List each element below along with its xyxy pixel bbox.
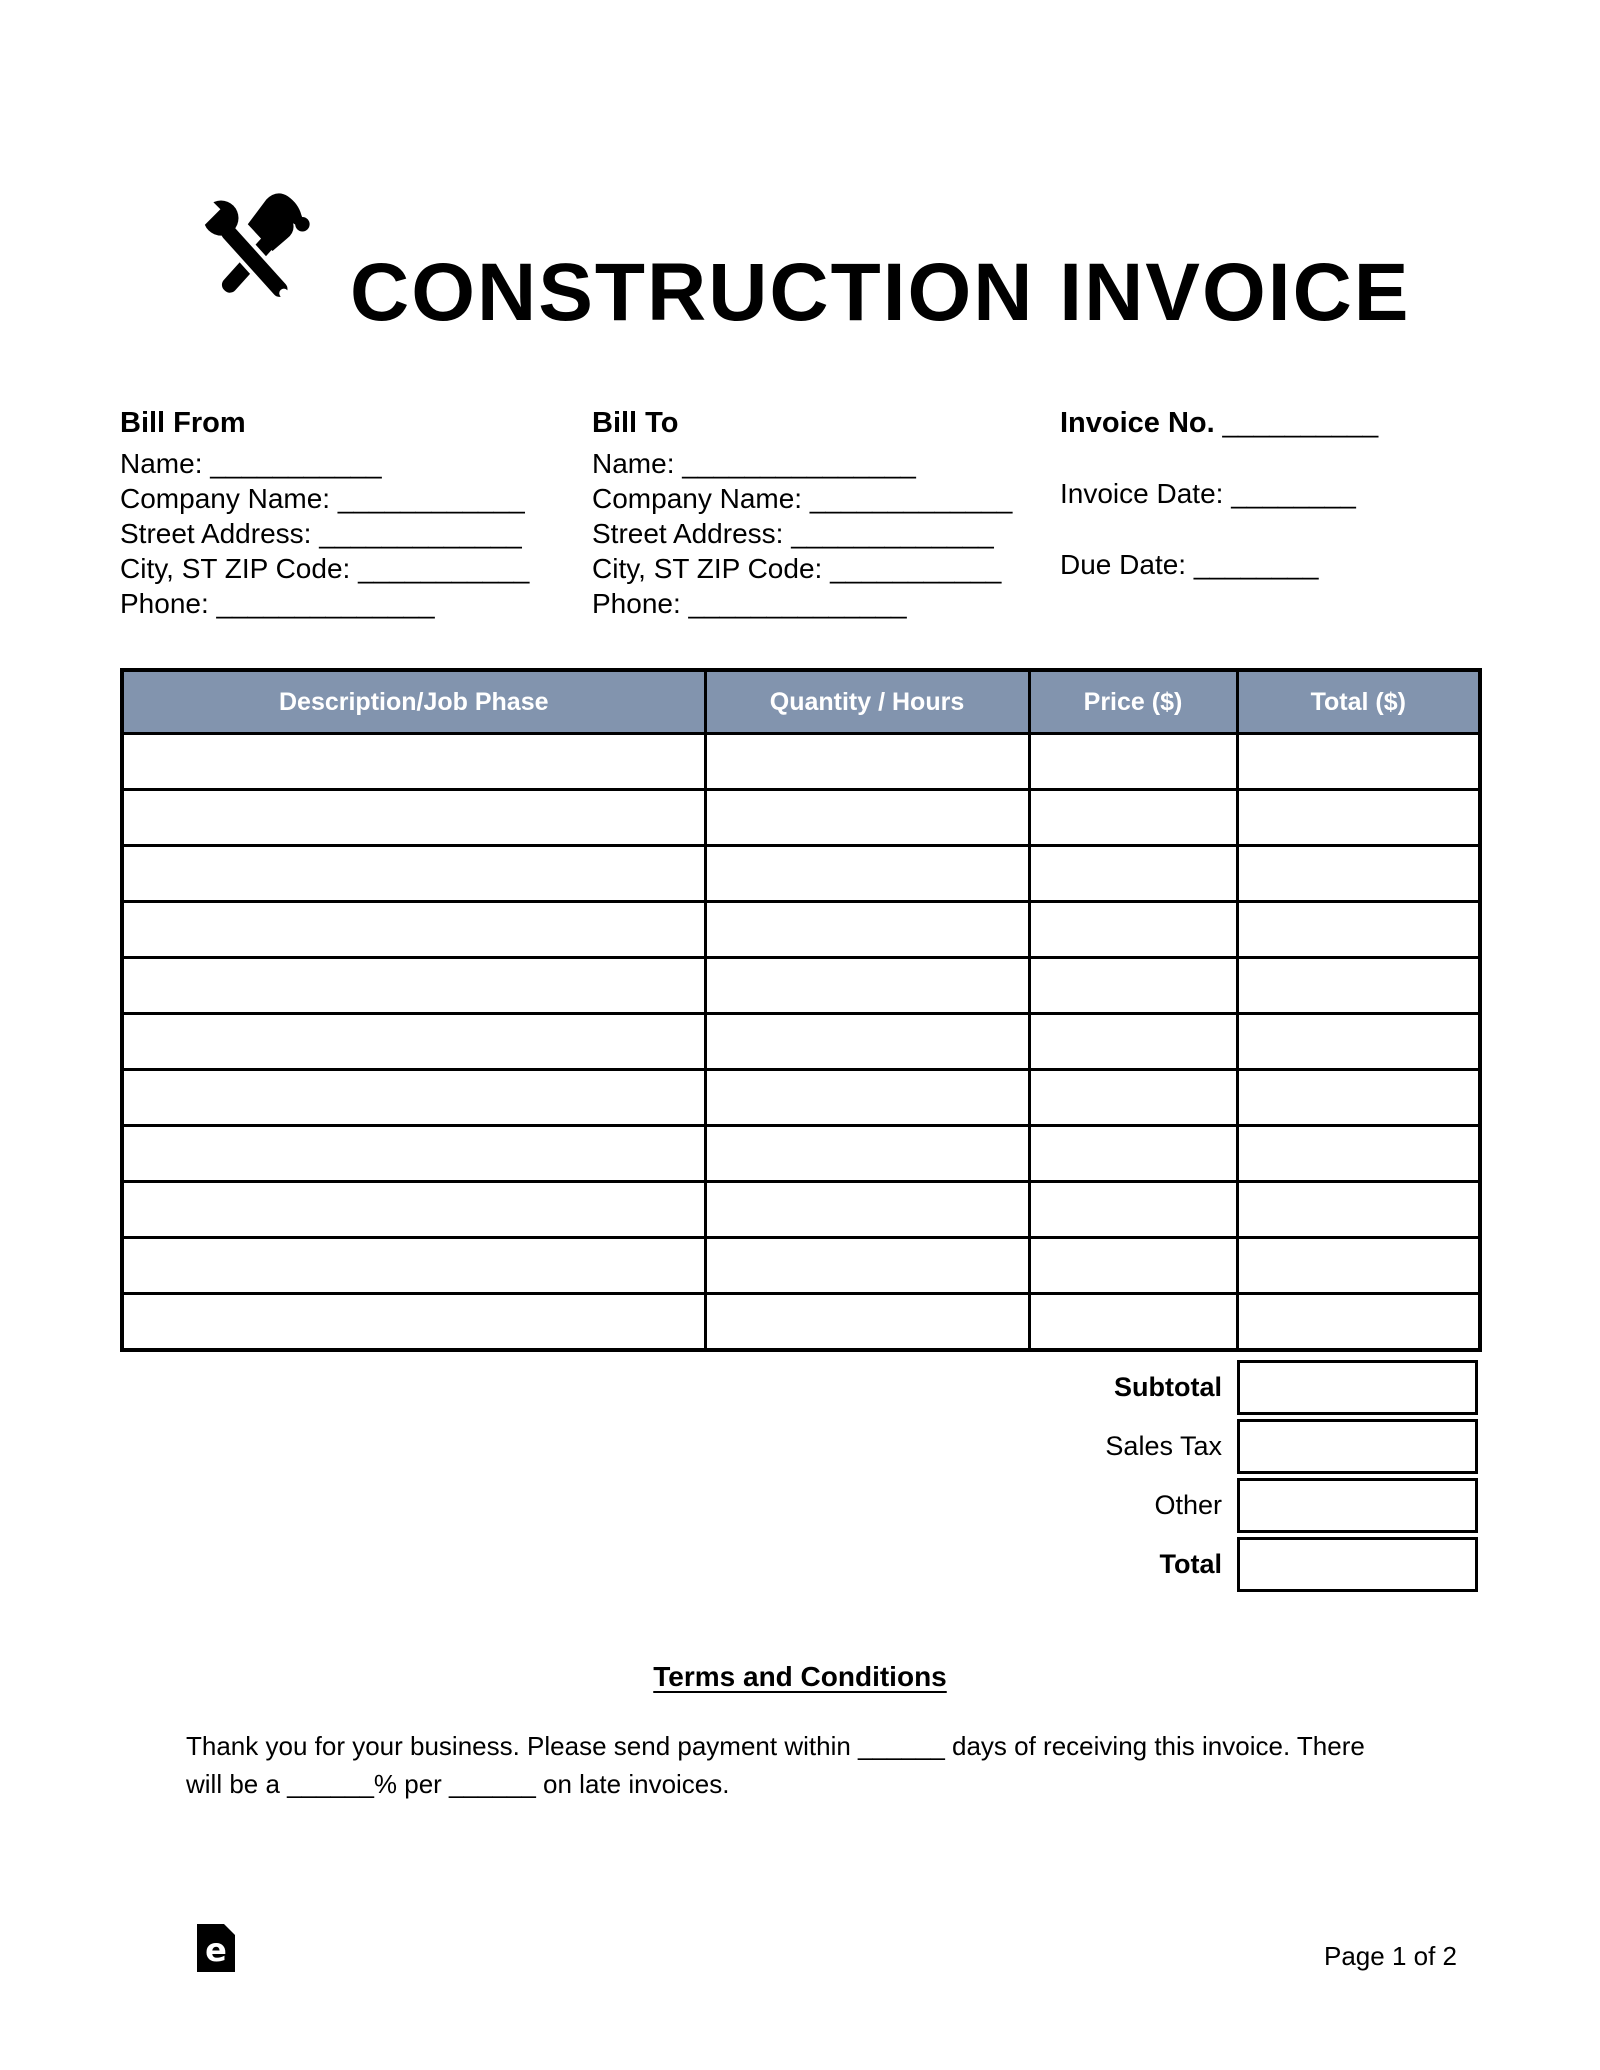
terms-line: will be a ______% per ______ on late invoices. bbox=[186, 1769, 730, 1799]
col-header-price: Price ($) bbox=[1029, 670, 1237, 734]
cell-quantity bbox=[705, 790, 1029, 846]
summary-label: Sales Tax bbox=[1105, 1431, 1222, 1461]
form-field-line: City, ST ZIP Code: ___________ bbox=[592, 553, 1002, 584]
cell-description bbox=[122, 1238, 705, 1294]
eforms-logo-letter: e bbox=[205, 1931, 227, 1969]
page-number: Page 1 of 2 bbox=[1324, 1941, 1457, 1971]
cell-quantity bbox=[705, 734, 1029, 790]
summary-value-box bbox=[1237, 1419, 1478, 1474]
cell-total bbox=[1237, 1014, 1480, 1070]
invoice-meta-line bbox=[1060, 476, 1378, 512]
line-items-table bbox=[120, 668, 1482, 1352]
cell-total bbox=[1237, 790, 1480, 846]
invoice-meta-blank: ________ bbox=[1186, 549, 1319, 580]
form-field-line: Street Address: _____________ bbox=[120, 518, 522, 549]
table-row bbox=[122, 958, 1480, 1014]
table-header-row bbox=[122, 670, 1480, 734]
invoice-meta-section bbox=[1060, 405, 1378, 583]
cell-total bbox=[1237, 902, 1480, 958]
cell-quantity bbox=[705, 1238, 1029, 1294]
cell-description bbox=[122, 1126, 705, 1182]
cell-price bbox=[1029, 1238, 1237, 1294]
cell-total bbox=[1237, 846, 1480, 902]
form-field-line: Phone: ______________ bbox=[120, 588, 435, 619]
table-row bbox=[122, 790, 1480, 846]
col-header-total: Total ($) bbox=[1237, 670, 1480, 734]
cell-quantity bbox=[705, 1070, 1029, 1126]
cell-total bbox=[1237, 958, 1480, 1014]
cell-total bbox=[1237, 1070, 1480, 1126]
eforms-logo bbox=[197, 1924, 235, 1972]
invoice-meta-label: Invoice Date: bbox=[1060, 478, 1224, 509]
cell-price bbox=[1029, 1014, 1237, 1070]
bill-to-fields bbox=[592, 446, 1012, 621]
cell-price bbox=[1029, 846, 1237, 902]
cell-quantity bbox=[705, 958, 1029, 1014]
cell-price bbox=[1029, 958, 1237, 1014]
cell-description bbox=[122, 1014, 705, 1070]
cell-price bbox=[1029, 1070, 1237, 1126]
table-row bbox=[122, 1126, 1480, 1182]
table-row bbox=[122, 1014, 1480, 1070]
summary-row bbox=[120, 1417, 1478, 1476]
bill-from-section bbox=[120, 405, 529, 621]
table-row bbox=[122, 1182, 1480, 1238]
cell-price bbox=[1029, 1182, 1237, 1238]
form-field-line: Company Name: ____________ bbox=[120, 483, 525, 514]
bill-from-fields bbox=[120, 446, 529, 621]
bill-from-heading: Bill From bbox=[120, 407, 246, 439]
summary-row bbox=[120, 1476, 1478, 1535]
summary-section bbox=[120, 1358, 1478, 1594]
summary-value-box bbox=[1237, 1360, 1478, 1415]
form-field-line: City, ST ZIP Code: ___________ bbox=[120, 553, 530, 584]
cell-quantity bbox=[705, 1126, 1029, 1182]
cell-quantity bbox=[705, 1182, 1029, 1238]
cell-quantity bbox=[705, 1014, 1029, 1070]
cell-total bbox=[1237, 1238, 1480, 1294]
cell-description bbox=[122, 734, 705, 790]
cell-price bbox=[1029, 1126, 1237, 1182]
terms-body bbox=[186, 1727, 1446, 1803]
cell-description bbox=[122, 790, 705, 846]
terms-heading: Terms and Conditions bbox=[653, 1661, 947, 1692]
cell-price bbox=[1029, 790, 1237, 846]
cell-price bbox=[1029, 902, 1237, 958]
cell-price bbox=[1029, 1294, 1237, 1351]
cell-description bbox=[122, 846, 705, 902]
cell-description bbox=[122, 958, 705, 1014]
invoice-meta-line bbox=[1060, 405, 1378, 441]
summary-row bbox=[120, 1535, 1478, 1594]
cell-description bbox=[122, 902, 705, 958]
form-field-line: Street Address: _____________ bbox=[592, 518, 994, 549]
summary-value-box bbox=[1237, 1478, 1478, 1533]
summary-value-box bbox=[1237, 1537, 1478, 1592]
cell-total bbox=[1237, 734, 1480, 790]
invoice-meta-label: Due Date: bbox=[1060, 549, 1187, 580]
invoice-meta-label: Invoice No. bbox=[1060, 407, 1215, 439]
table-row bbox=[122, 1070, 1480, 1126]
summary-label: Subtotal bbox=[1114, 1372, 1222, 1402]
cell-price bbox=[1029, 734, 1237, 790]
form-field-line: Name: _______________ bbox=[592, 448, 916, 479]
cell-quantity bbox=[705, 846, 1029, 902]
bill-to-section bbox=[592, 405, 1012, 621]
form-field-line: Company Name: _____________ bbox=[592, 483, 1013, 514]
cell-total bbox=[1237, 1294, 1480, 1351]
cell-quantity bbox=[705, 902, 1029, 958]
invoice-meta-line bbox=[1060, 547, 1378, 583]
table-row bbox=[122, 902, 1480, 958]
terms-line: Thank you for your business. Please send payment within ______ days of receiving this invoice. There bbox=[186, 1731, 1365, 1761]
summary-label: Total bbox=[1159, 1549, 1222, 1579]
tools-icon bbox=[188, 180, 322, 320]
cell-quantity bbox=[705, 1294, 1029, 1351]
cell-total bbox=[1237, 1182, 1480, 1238]
form-field-line: Name: ___________ bbox=[120, 448, 382, 479]
cell-total bbox=[1237, 1126, 1480, 1182]
summary-row bbox=[120, 1358, 1478, 1417]
table-row bbox=[122, 846, 1480, 902]
col-header-quantity: Quantity / Hours bbox=[705, 670, 1029, 734]
col-header-description: Description/Job Phase bbox=[122, 670, 705, 734]
cell-description bbox=[122, 1182, 705, 1238]
page-title: CONSTRUCTION INVOICE bbox=[350, 247, 1411, 338]
bill-to-heading: Bill To bbox=[592, 407, 679, 439]
summary-label: Other bbox=[1154, 1490, 1222, 1520]
invoice-meta-blank: ________ bbox=[1223, 478, 1356, 509]
invoice-meta-blank: __________ bbox=[1214, 407, 1379, 438]
cell-description bbox=[122, 1070, 705, 1126]
cell-description bbox=[122, 1294, 705, 1351]
table-row bbox=[122, 1294, 1480, 1351]
table-row bbox=[122, 1238, 1480, 1294]
form-field-line: Phone: ______________ bbox=[592, 588, 907, 619]
table-row bbox=[122, 734, 1480, 790]
